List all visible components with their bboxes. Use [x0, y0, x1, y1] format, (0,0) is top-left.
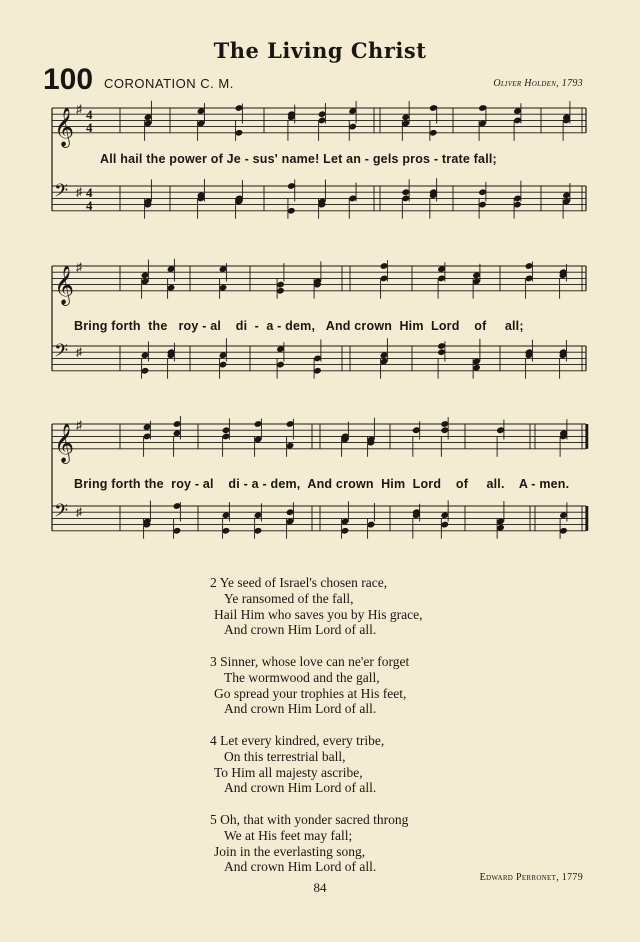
verse-line: We at His feet may fall;	[224, 827, 353, 843]
composer-credit: Oliver Holden, 1793	[493, 78, 583, 89]
verse-4	[200, 733, 384, 796]
verse-line: 2 Ye seed of Israel's chosen race,	[210, 575, 388, 590]
sharp-sign: ♯	[76, 505, 82, 519]
verse-line: Join in the everlasting song,	[214, 843, 366, 859]
time-signature: 4	[86, 107, 93, 122]
verse-line: And crown Him Lord of all.	[224, 622, 377, 638]
lyric-line-3: Bring forth the roy - al di - a - dem, And crown Him Lord of all. A - men.	[74, 477, 570, 491]
bass-clef: 𝄢	[54, 181, 69, 206]
verse-3	[200, 654, 409, 717]
sharp-sign: ♯	[76, 260, 82, 274]
verse-line: 5 Oh, that with yonder sacred throng	[210, 812, 409, 827]
time-signature: 4	[86, 120, 93, 135]
verse-line: And crown Him Lord of all.	[224, 701, 377, 717]
sharp-sign: ♯	[76, 345, 82, 359]
treble-clef: 𝄞	[54, 422, 75, 463]
section-heading: The Living Christ	[213, 38, 427, 63]
verse-line: 3 Sinner, whose love can ne'er forget	[210, 654, 410, 669]
treble-clef: 𝄞	[54, 106, 75, 147]
treble-clef: 𝄞	[54, 264, 75, 305]
verse-line: And crown Him Lord of all.	[224, 859, 377, 875]
verse-5	[200, 812, 408, 875]
verse-2	[200, 575, 422, 638]
bass-clef: 𝄢	[54, 341, 69, 366]
sharp-sign: ♯	[76, 418, 82, 432]
tune-name: CORONATION C. M.	[104, 76, 234, 91]
time-signature: 4	[86, 185, 93, 200]
lyric-line-1: All hail the power of Je - sus' name! Let an - gels pros - trate fall;	[100, 152, 497, 166]
lyric-line-2: Bring forth the roy - al di - a - dem, And crown Him Lord of all;	[74, 319, 524, 333]
sharp-sign: ♯	[76, 185, 82, 199]
verse-line: To Him all majesty ascribe,	[214, 764, 363, 780]
verse-line: And crown Him Lord of all.	[224, 780, 377, 796]
verse-line: Hail Him who saves you by His grace,	[214, 606, 423, 622]
verse-line: On this terrestrial ball,	[224, 748, 346, 764]
author-credit: Edward Perronet, 1779	[479, 872, 583, 883]
sharp-sign: ♯	[76, 102, 82, 116]
page-number: 84	[313, 880, 327, 895]
bass-clef: 𝄢	[54, 501, 69, 526]
verse-line: The wormwood and the gall,	[224, 669, 380, 685]
hymn-number: 100	[43, 63, 94, 96]
time-signature: 4	[86, 198, 93, 213]
verse-line: Ye ransomed of the fall,	[224, 590, 354, 606]
verse-line: 4 Let every kindred, every tribe,	[210, 733, 385, 748]
verse-line: Go spread your trophies at His feet,	[214, 685, 407, 701]
